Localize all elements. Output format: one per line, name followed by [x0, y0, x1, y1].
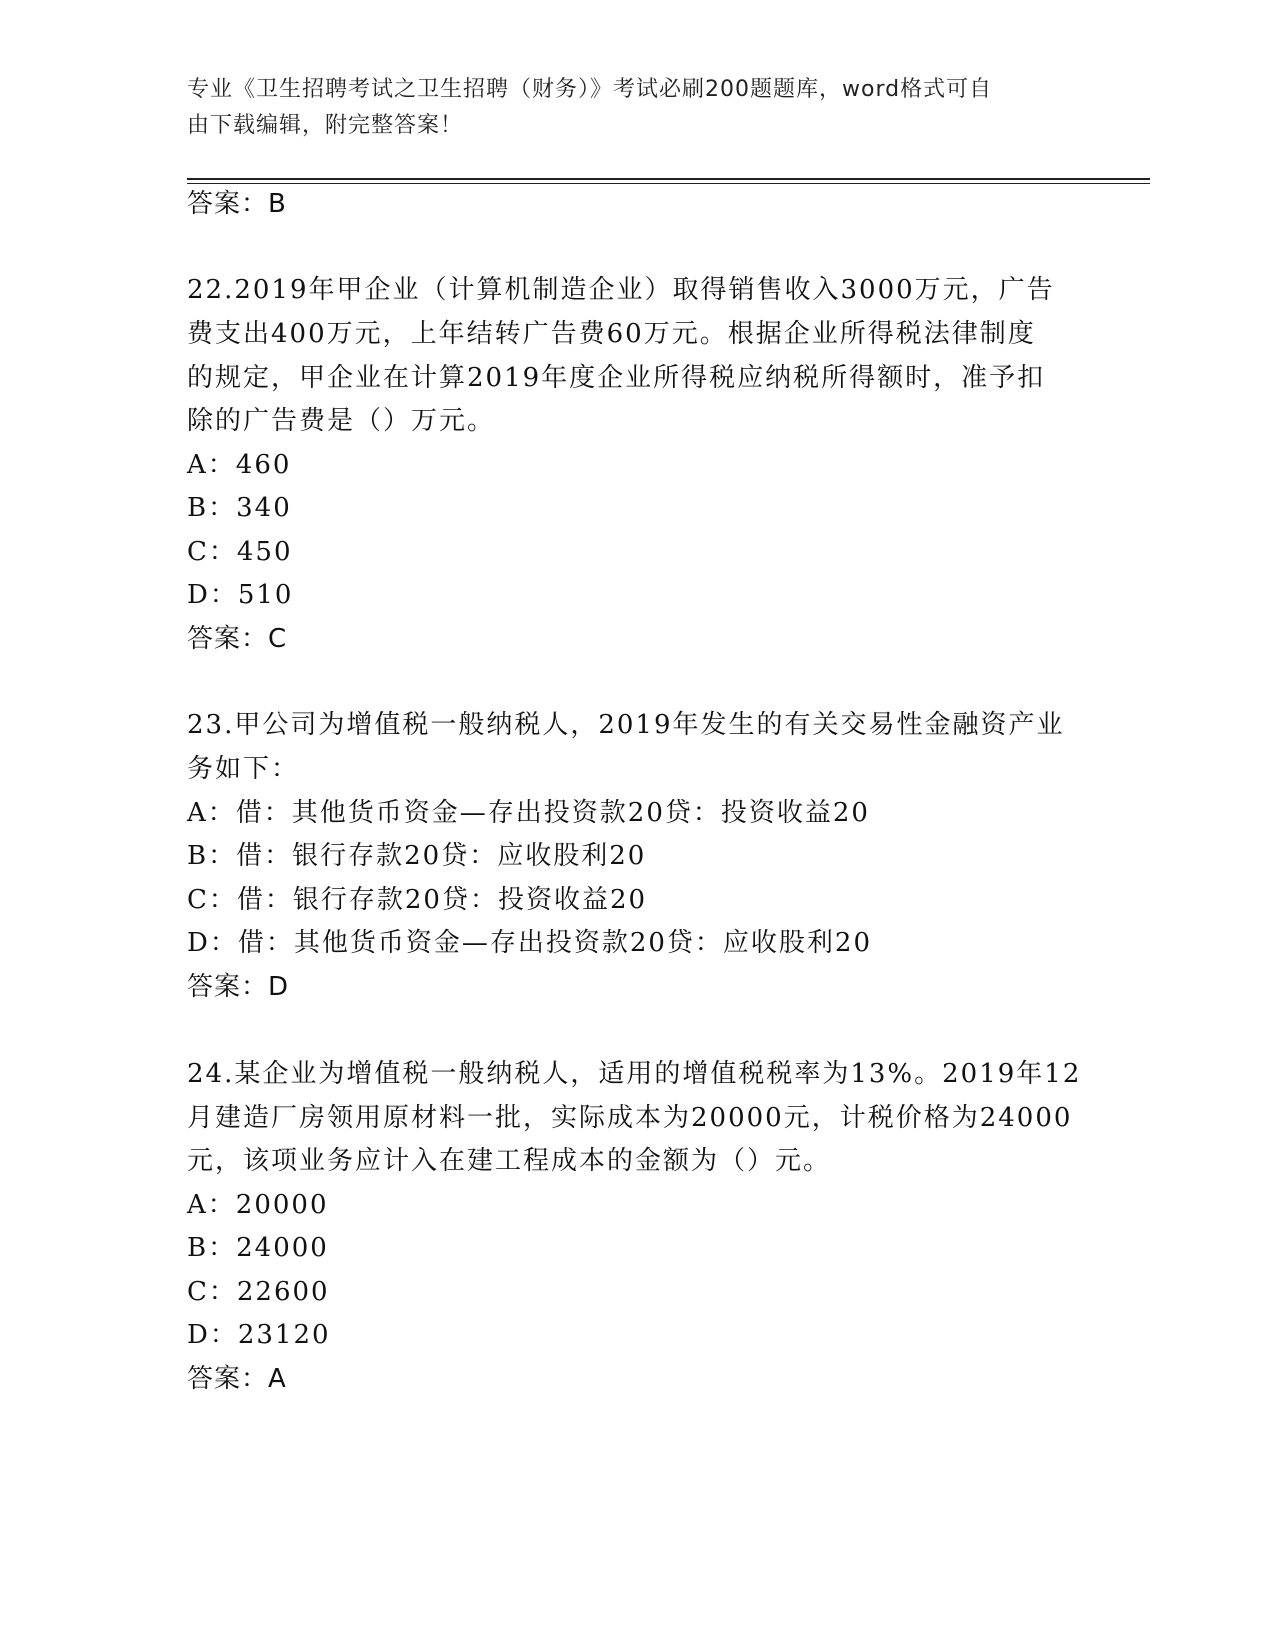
q23-option-a: A：借：其他货币资金—存出投资款20贷：投资收益20	[187, 798, 870, 828]
q22-text-line-4: 除的广告费是（）万元。	[187, 406, 496, 436]
q23-text-line-2: 务如下：	[187, 754, 300, 784]
header-line-2: 由下载编辑，附完整答案！	[187, 113, 464, 138]
header-rule-thick	[187, 178, 1150, 180]
q23-text-line-1: 23.甲公司为增值税一般纳税人，2019年发生的有关交易性金融资产业	[187, 710, 1065, 740]
q24-text-line-1: 24.某企业为增值税一般纳税人，适用的增值税税率为13%。2019年12	[187, 1059, 1082, 1089]
q22-option-b: B：340	[187, 493, 292, 523]
q24-option-b: B：24000	[187, 1233, 329, 1263]
q22-text-line-1: 22.2019年甲企业（计算机制造企业）取得销售收入3000万元，广告	[187, 275, 1055, 305]
q22-option-d: D：510	[187, 580, 294, 610]
header-rule-thin	[187, 183, 1150, 184]
q23-answer: 答案：D	[187, 972, 290, 1002]
q22-text-line-2: 费支出400万元，上年结转广告费60万元。根据企业所得税法律制度	[187, 319, 1036, 349]
q22-option-a: A：460	[187, 450, 292, 480]
q23-option-c: C：借：银行存款20贷：投资收益20	[187, 885, 648, 915]
q22-answer: 答案：C	[187, 624, 288, 654]
q24-option-a: A：20000	[187, 1190, 329, 1220]
q22-text-line-3: 的规定，甲企业在计算2019年度企业所得税应纳税所得额时，准予扣	[187, 363, 1046, 393]
q24-option-c: C：22600	[187, 1277, 330, 1307]
q22-option-c: C：450	[187, 537, 293, 567]
q24-text-line-3: 元，该项业务应计入在建工程成本的金额为（）元。	[187, 1146, 832, 1176]
q24-text-line-2: 月建造厂房领用原材料一批，实际成本为20000元，计税价格为24000	[187, 1103, 1073, 1133]
q24-answer: 答案：A	[187, 1364, 287, 1394]
q23-option-b: B：借：银行存款20贷：应收股利20	[187, 841, 647, 871]
q24-option-d: D：23120	[187, 1320, 331, 1350]
header-line-1: 专业《卫生招聘考试之卫生招聘（财务）》考试必刷200题题库，word格式可自	[187, 77, 993, 102]
previous-answer: 答案：B	[187, 189, 287, 219]
q23-option-d: D：借：其他货币资金—存出投资款20贷：应收股利20	[187, 928, 873, 958]
document-header	[187, 72, 1067, 144]
